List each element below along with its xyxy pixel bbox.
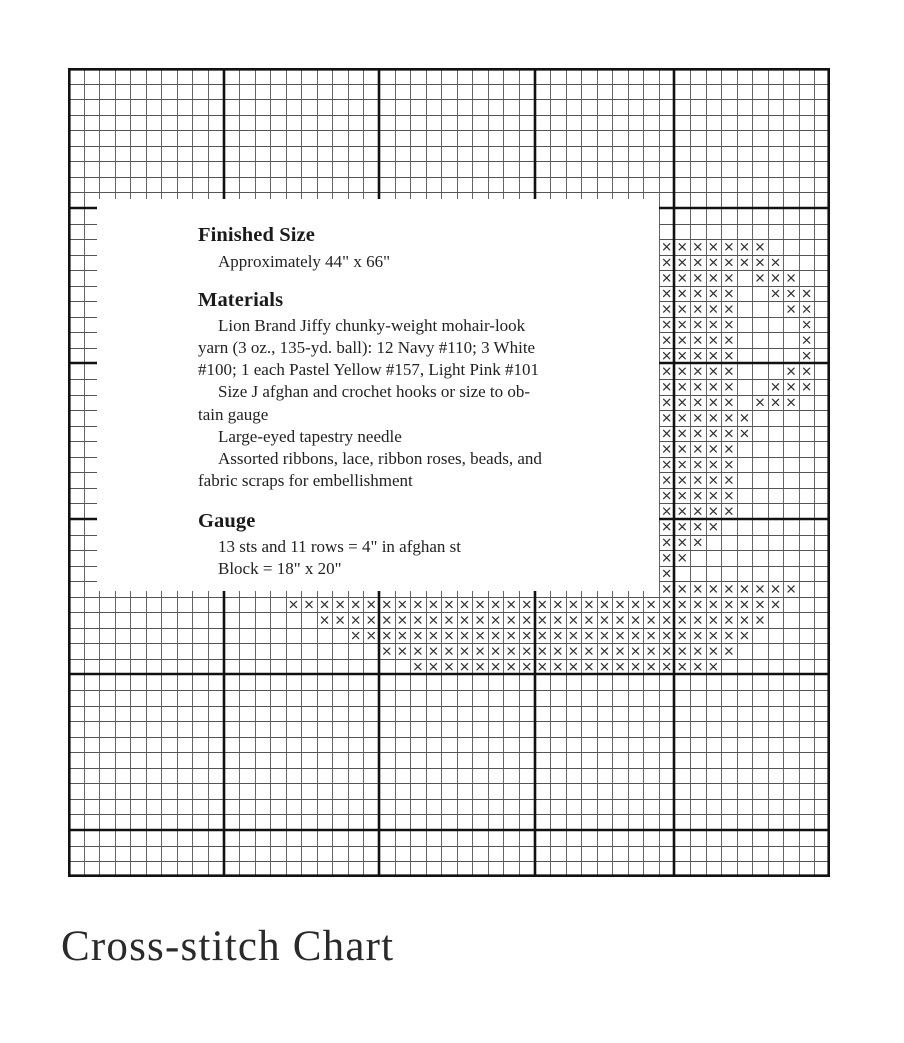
section-body: [198, 536, 628, 580]
pattern-info-content: [198, 225, 628, 581]
section-heading: Materials: [198, 288, 284, 311]
section-heading: Gauge: [198, 509, 256, 532]
section-line: Assorted ribbons, lace, ribbon roses, beads, and: [218, 448, 542, 468]
section-line: Size J afghan and crochet hooks or size to ob-: [218, 382, 531, 402]
section-line: Lion Brand Jiffy chunky-weight mohair-look: [218, 316, 526, 336]
section-line: 13 sts and 11 rows = 4" in afghan st: [218, 537, 462, 557]
chart-caption: Cross-stitch Chart: [61, 923, 395, 970]
section-line: yarn (3 oz., 135-yd. ball): 12 Navy #110; 3 White: [198, 338, 536, 358]
section-line: Large-eyed tapestry needle: [218, 426, 402, 446]
section-line: #100; 1 each Pastel Yellow #157, Light Pink #101: [198, 360, 539, 380]
section-line: fabric scraps for embellishment: [198, 470, 413, 490]
section-line: Approximately 44" x 66": [218, 251, 391, 271]
section-line: tain gauge: [198, 404, 269, 424]
section-body: [198, 315, 628, 492]
section-heading: Finished Size: [198, 224, 315, 246]
section-spacer: [198, 492, 628, 511]
section-line: Block = 18" x 20": [218, 559, 342, 579]
section-spacer: [198, 273, 628, 290]
pattern-info-panel: [97, 199, 659, 591]
section-body: [198, 251, 628, 273]
